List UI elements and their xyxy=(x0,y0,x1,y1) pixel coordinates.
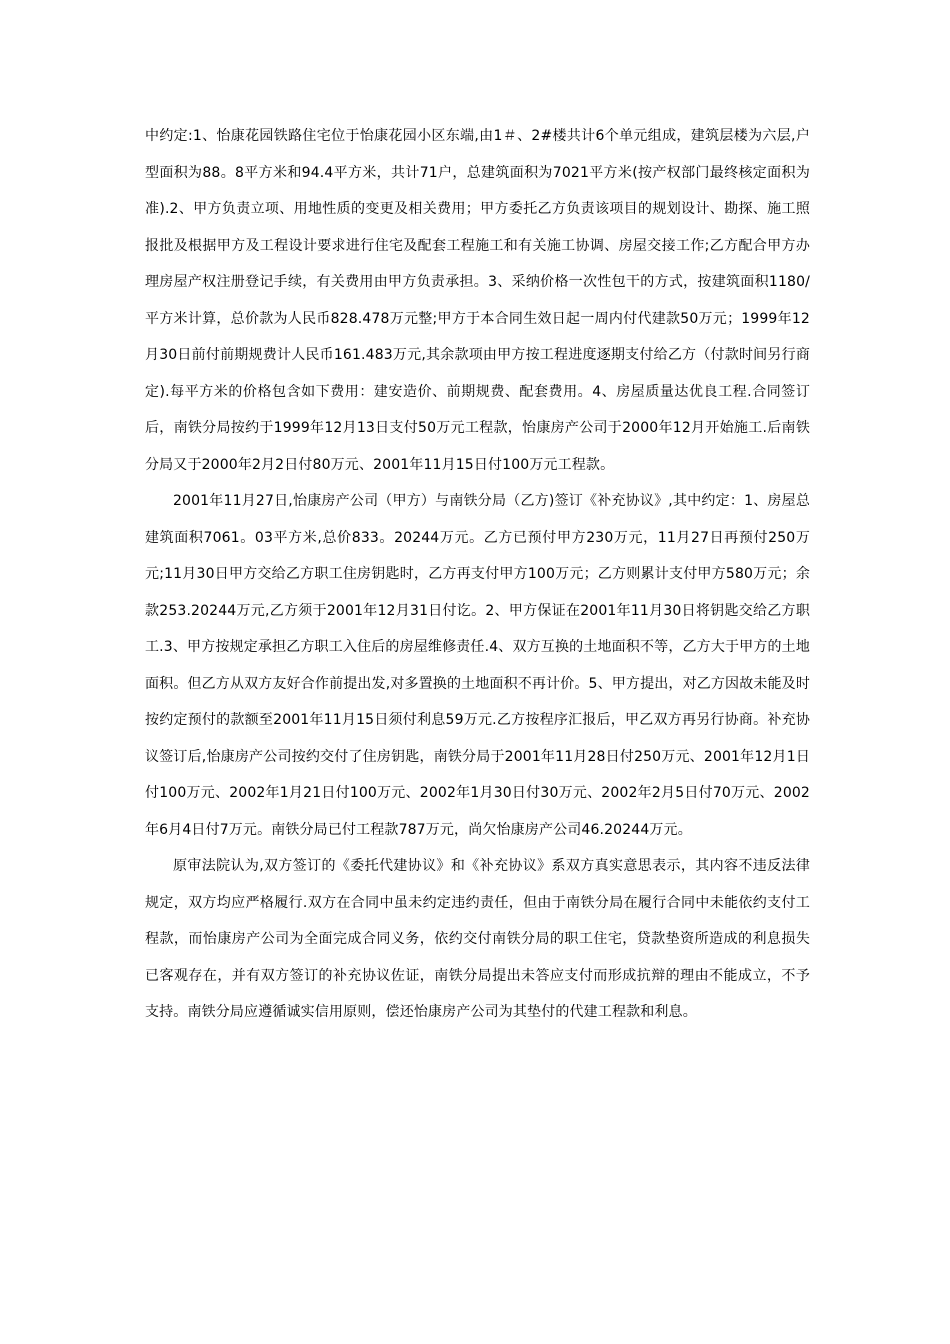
document-body xyxy=(145,118,810,1031)
paragraph-supplementary-agreement: 2001年11月27日,怡康房产公司（甲方）与南铁分局（乙方)签订《补充协议》,其中约定：1、房屋总建筑面积7061。03平方米,总价833。20244万元。乙方已预付甲方230万元，11月27日再预付250万元;11月30日甲方交给乙方职工住房钥匙时，乙方再支付甲方100万元；乙方则累计支付甲方580万元；余款253.20244万元,乙方须于2001年12月31日付讫。2、甲方保证在2001年11月30日将钥匙交给乙方职工.3、甲方按规定承担乙方职工入住后的房屋维修责任.4、双方互换的土地面积不等，乙方大于甲方的土地面积。但乙方从双方友好合作前提出发,对多置换的土地面积不再计价。5、甲方提出，对乙方因故未能及时按约定预付的款额至2001年11月15日须付利息59万元.乙方按程序汇报后，甲乙双方再另行协商。补充协议签订后,怡康房产公司按约交付了住房钥匙，南铁分局于2001年11月28日付250万元、2001年12月1日付100万元、2002年1月21日付100万元、2002年1月30日付30万元、2002年2月5日付70万元、2002年6月4日付7万元。南铁分局已付工程款787万元，尚欠怡康房产公司46.20244万元。 xyxy=(145,493,810,838)
paragraph-court-opinion: 原审法院认为,双方签订的《委托代建协议》和《补充协议》系双方真实意思表示，其内容不违反法律规定，双方均应严格履行.双方在合同中虽未约定违约责任，但由于南铁分局在履行合同中未能依约支付工程款，而怡康房产公司为全面完成合同义务，依约交付南铁分局的职工住宅，贷款垫资所造成的利息损失已客观存在，并有双方签订的补充协议佐证，南铁分局提出未答应支付而形成抗辩的理由不能成立，不予支持。南铁分局应遵循诚实信用原则，偿还怡康房产公司为其垫付的代建工程款和利息。 xyxy=(145,858,810,1020)
paragraph-contract-terms: 中约定:1、怡康花园铁路住宅位于怡康花园小区东端,由1＃、2#楼共计6个单元组成，建筑层楼为六层,户型面积为88。8平方米和94.4平方米，共计71户，总建筑面积为7021平方米(按产权部门最终核定面积为准).2、甲方负责立项、用地性质的变更及相关费用；甲方委托乙方负责该项目的规划设计、勘探、施工照报批及根据甲方及工程设计要求进行住宅及配套工程施工和有关施工协调、房屋交接工作;乙方配合甲方办理房屋产权注册登记手续，有关费用由甲方负责承担。3、采纳价格一次性包干的方式，按建筑面积1180/平方米计算，总价款为人民币828.478万元整;甲方于本合同生效日起一周内付代建款50万元；1999年12月30日前付前期规费计人民币161.483万元,其余款项由甲方按工程进度逐期支付给乙方（付款时间另行商定).每平方米的价格包含如下费用：建安造价、前期规费、配套费用。4、房屋质量达优良工程.合同签订后，南铁分局按约于1999年12月13日支付50万元工程款，怡康房产公司于2000年12月开始施工.后南铁分局又于2000年2月2日付80万元、2001年11月15日付100万元工程款。 xyxy=(145,128,810,473)
